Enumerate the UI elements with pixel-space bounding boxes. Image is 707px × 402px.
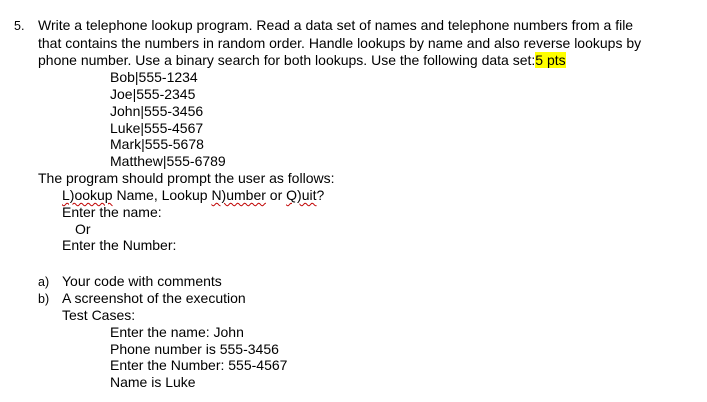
- menu-number-word: N)umber: [211, 187, 266, 203]
- menu-prompt: [62, 187, 324, 204]
- deliverable-b-text: A screenshot of the execution: [62, 290, 246, 306]
- menu-middle: Name, Lookup: [112, 187, 212, 203]
- intro-line-3-text: phone number. Use a binary search for both lookups. Use the following data set:: [38, 52, 536, 68]
- menu-quit-word: Q)uit: [286, 187, 317, 203]
- menu-lookup-word: L)ookup: [62, 187, 113, 203]
- menu-end: ?: [316, 187, 325, 203]
- test-case-4: Name is Luke: [110, 374, 196, 390]
- points-highlight: 5 pts: [535, 52, 566, 68]
- enter-name-prompt: Enter the name:: [62, 204, 162, 220]
- data-row-luke: Luke|555-4567: [110, 120, 204, 136]
- test-case-2: Phone number is 555-3456: [110, 341, 279, 357]
- enter-number-prompt: Enter the Number:: [62, 237, 177, 253]
- deliverable-b-marker: b): [38, 292, 50, 306]
- menu-or: or: [265, 187, 287, 203]
- data-row-mark: Mark|555-5678: [110, 136, 204, 152]
- test-cases-label: Test Cases:: [62, 307, 136, 323]
- data-row-bob: Bob|555-1234: [110, 69, 198, 85]
- intro-line-2: that contains the numbers in random order. Handle lookups by name and also reverse lookups by: [38, 35, 642, 51]
- deliverable-a-marker: a): [38, 275, 50, 289]
- question-number: 5.: [14, 19, 25, 33]
- test-case-1: Enter the name: John: [110, 324, 244, 340]
- prompt-intro: The program should prompt the user as follows:: [38, 170, 335, 186]
- test-case-3: Enter the Number: 555-4567: [110, 357, 288, 373]
- intro-line-1: Write a telephone lookup program. Read a data set of names and telephone numbers from a file: [38, 17, 634, 33]
- intro-line-3: [38, 52, 566, 69]
- data-row-john: John|555-3456: [110, 103, 204, 119]
- data-row-joe: Joe|555-2345: [110, 86, 196, 102]
- deliverable-a-text: Your code with comments: [62, 273, 222, 289]
- or-word: Or: [75, 221, 91, 237]
- data-row-matthew: Matthew|555-6789: [110, 153, 226, 169]
